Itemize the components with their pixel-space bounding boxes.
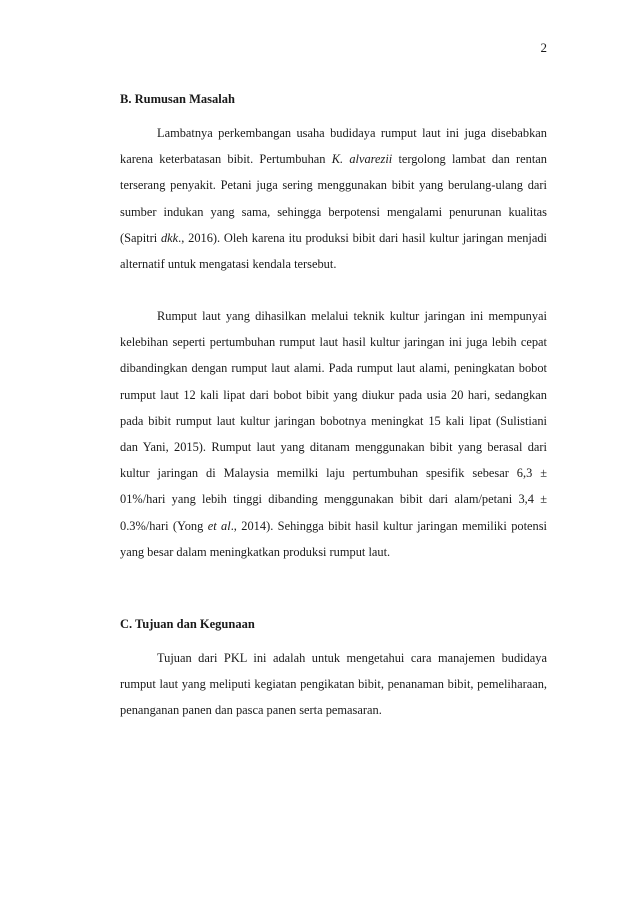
page-number: 2 xyxy=(540,40,547,55)
section-b-paragraph-2 xyxy=(120,303,547,565)
section-c-paragraph-1: Tujuan dari PKL ini adalah untuk mengetahui cara manajemen budidaya rumput laut yang meliputi kegiatan pengikatan bibit, penanaman bibit, pemeliharaan, penanganan panen dan pasca panen serta pemasaran. xyxy=(120,651,547,718)
text-run: ., 2016). Oleh karena itu produksi bibit dari hasil kultur jaringan menjadi alternatif untuk mengatasi kendala tersebut. xyxy=(120,230,547,272)
italic-citation-abbrev: et al xyxy=(207,518,231,533)
italic-species-name: K. alvarezii xyxy=(331,152,393,167)
section-b-heading: B. Rumusan Masalah xyxy=(120,92,235,106)
text-run: tergolong lambat dan rentan terserang penyakit. Petani juga sering menggunakan bibit yang berulang-ulang dari sumber indukan yang sama, sehingga berpotensi mengalami penurunan kualitas (Sapitri xyxy=(120,152,547,245)
text-run: Lambatnya perkembangan usaha budidaya rumput laut ini juga disebabkan karena keterbatasan bibit. Pertumbuhan xyxy=(120,126,547,167)
text-run: ., 2014). Sehingga bibit hasil kultur jaringan memiliki potensi yang besar dalam meningkatkan produksi rumput laut. xyxy=(120,518,547,559)
italic-citation-abbrev: dkk xyxy=(160,230,179,245)
text-run: Rumput laut yang dihasilkan melalui teknik kultur jaringan ini mempunyai kelebihan seperti pertumbuhan rumput laut hasil kultur jaringan ini juga lebih cepat dibandingkan dengan rumput laut alami. Pada rumput laut alami, peningkatan bobot rumput laut 12 kali lipat dari bobot bibit yang diukur pada usia 20 hari, sedangkan pada bibit rumput laut kultur jaringan bobotnya meningkat 15 kali lipat (Sulistiani dan Yani, 2015). Rumput laut yang ditanam menggunakan bibit yang berasal dari kultur jaringan di Malaysia memilki laju pertumbuhan spesifik sebesar 6,3 ± 01%/hari yang lebih tinggi dibanding menggunakan bibit dari alam/petani 3,4 ± 0.3%/hari (Yong xyxy=(120,309,547,533)
section-b-paragraph-1 xyxy=(120,120,547,277)
section-c-heading: C. Tujuan dan Kegunaan xyxy=(120,617,255,631)
